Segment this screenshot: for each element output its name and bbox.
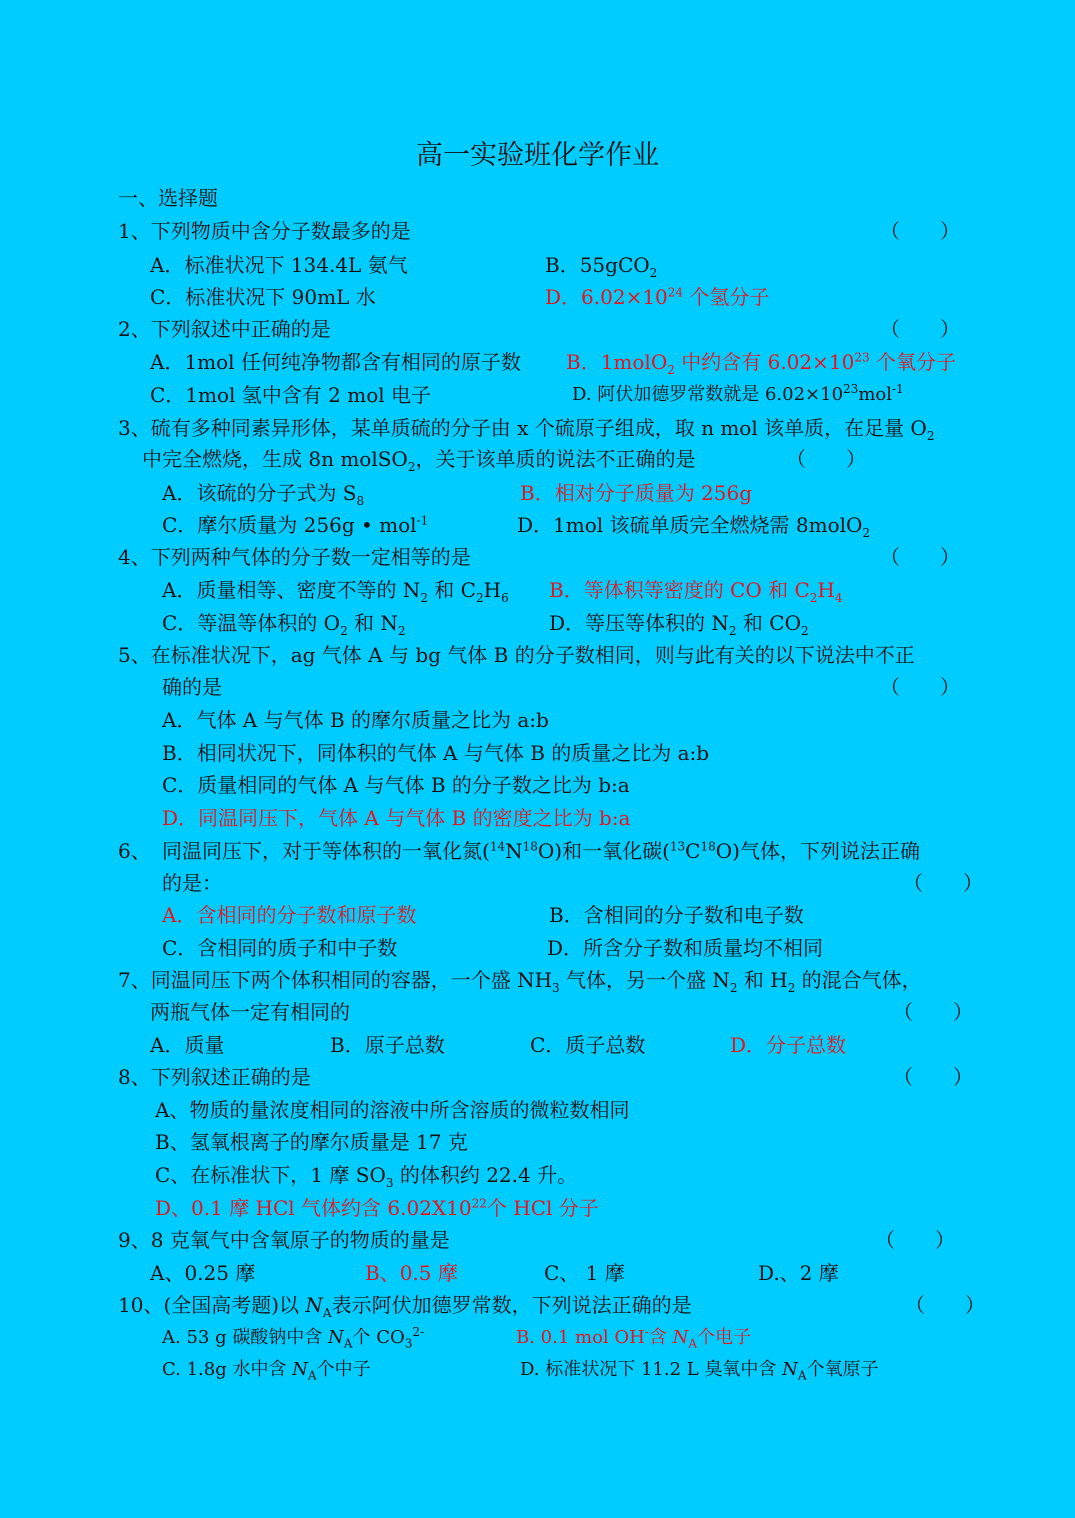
question-2-stem: 2、下列叙述中正确的是 [118,317,331,341]
q3-option-b: B．相对分子质量为 256g [520,481,753,505]
answer-blank: （ ） [893,1000,973,1024]
answer-blank: （ ） [880,219,960,243]
answer-blank: （ ） [880,675,960,699]
q5-option-c: C．质量相同的气体 A 与气体 B 的分子数之比为 b:a [162,773,630,797]
q2-option-b: B．1molO$_2$ 中约含有 $6.02\times 10^{23}$ 个氧分子 [566,350,956,377]
q8-option-a: A、物质的量浓度相同的溶液中所含溶质的微粒数相同 [155,1098,630,1122]
q9-option-a: A、0.25 摩 [150,1261,256,1285]
q3-option-a: A．该硫的分子式为 $S_8$ [162,481,365,508]
answer-blank: （ ） [875,1228,955,1252]
question-3-stem-cont: 中完全燃烧，生成 8n molSO$_2$，关于该单质的说法不正确的是 [142,447,696,474]
question-4-stem: 4、下列两种气体的分子数一定相等的是 [118,545,471,569]
question-6-stem-cont: 的是： [162,871,222,895]
q7-option-c: C．质子总数 [530,1033,646,1057]
q2-option-c: C．1mol 氢中含有 2 mol 电子 [150,383,431,407]
q1-option-d: D．$6.02\times 10^{24}$ 个氢分子 [545,285,770,309]
q9-option-d: D.、2 摩 [758,1261,839,1285]
q8-option-b: B、氢氧根离子的摩尔质量是 17 克 [155,1130,468,1154]
question-6-number: 6、 [118,839,151,863]
section-heading: 一、选择题 [118,186,218,210]
q4-option-a: A．质量相等、密度不等的 $N_2$ 和 $C_2H_6$ [162,578,509,605]
q4-option-d: D．等压等体积的 $N_2$ 和 $CO_2$ [549,611,809,638]
question-10-stem: 10、(全国高考题)以 $N_A$表示阿伏加德罗常数，下列说法正确的是 [118,1293,692,1320]
q2-option-d: D. 阿伏加德罗常数就是 $6.02\times 10^{23}mol^{-1}$ [572,382,904,405]
q5-option-a: A．气体 A 与气体 B 的摩尔质量之比为 a:b [162,708,549,732]
q6-option-d: D．所含分子数和质量均不相同 [547,936,824,960]
answer-blank: （ ） [893,1065,973,1089]
page-title: 高一实验班化学作业 [416,140,659,171]
q9-option-c: C、 1 摩 [544,1261,625,1285]
q2-option-a: A．1mol 任何纯净物都含有相同的原子数 [150,350,521,374]
answer-blank: （ ） [786,447,866,471]
question-7-stem: 7、同温同压下两个体积相同的容器，一个盛 $NH_3$ 气体，另一个盛 $N_2$ 和 $H_2$ 的混合气体， [118,968,922,995]
q7-option-d: D．分子总数 [730,1033,847,1057]
question-6-stem: 同温同压下，对于等体积的一氧化氮$(^{14}N^{18}O)$和一氧化碳$(^{13}C^{18}O)$气体，下列说法正确 [162,839,920,863]
q8-option-d: D、0.1 摩 HCl 气体约含 $6.02X10^{22}$个 HCl 分子 [155,1196,599,1220]
q9-option-b: B、0.5 摩 [365,1261,458,1285]
q5-option-b: B．相同状况下，同体积的气体 A 与气体 B 的质量之比为 a:b [162,741,710,765]
q7-option-a: A．质量 [150,1033,225,1057]
q4-option-c: C．等温等体积的 $O_2$ 和 $N_2$ [162,611,406,638]
q5-option-d: D．同温同压下，气体 A 与气体 B 的密度之比为 b:a [162,806,631,830]
question-9-stem: 9、8 克氧气中含氧原子的物质的量是 [118,1228,450,1252]
question-5-stem: 5、在标准状况下，ag 气体 A 与 bg 气体 B 的分子数相同，则与此有关的以下说法中不正 [118,643,915,667]
question-3-stem: 3、硫有多种同素异形体，某单质硫的分子由 x 个硫原子组成，取 n mol 该单质，在足量 $O_2$ [118,416,935,443]
answer-blank: （ ） [905,1293,985,1317]
q10-option-d: D. 标准状况下 11.2 L 臭氧中含 $N_A$个氧原子 [520,1359,879,1383]
q1-option-c: C．标准状况下 90mL 水 [150,285,376,309]
answer-blank: （ ） [880,317,960,341]
q6-option-c: C．含相同的质子和中子数 [162,936,398,960]
q6-option-a: A．含相同的分子数和原子数 [162,903,417,927]
q4-option-b: B．等体积等密度的 CO 和 $C_2H_4$ [549,578,843,605]
q7-option-b: B．原子总数 [330,1033,445,1057]
q3-option-d: D．1mol 该硫单质完全燃烧需 8molO$_2$ [517,513,871,540]
q10-option-c: C. 1.8g 水中含 $N_A$个中子 [162,1359,371,1383]
q10-option-a: A. 53 g 碳酸钠中含 $N_A$个 $CO_3^{2-}$ [162,1325,425,1351]
q1-option-a: A．标准状况下 134.4L 氨气 [150,253,408,277]
answer-blank: （ ） [880,545,960,569]
question-5-stem-cont: 确的是 [162,675,222,699]
answer-blank: （ ） [903,871,983,895]
question-7-stem-cont: 两瓶气体一定有相同的 [150,1000,350,1024]
q6-option-b: B．含相同的分子数和电子数 [549,903,804,927]
q3-option-c: C．摩尔质量为 256g • mol$^{-1}$ [162,513,429,537]
question-1-stem: 1、下列物质中含分子数最多的是 [118,219,411,243]
question-8-stem: 8、下列叙述正确的是 [118,1065,311,1089]
q1-option-b: B．55gCO$_2$ [545,253,658,280]
q10-option-b: B. 0.1 mol OH-含 $N_A$个电子 [516,1325,752,1351]
q8-option-c: C、在标准状下，1 摩 $SO_3$ 的体积约 22.4 升。 [155,1163,578,1190]
